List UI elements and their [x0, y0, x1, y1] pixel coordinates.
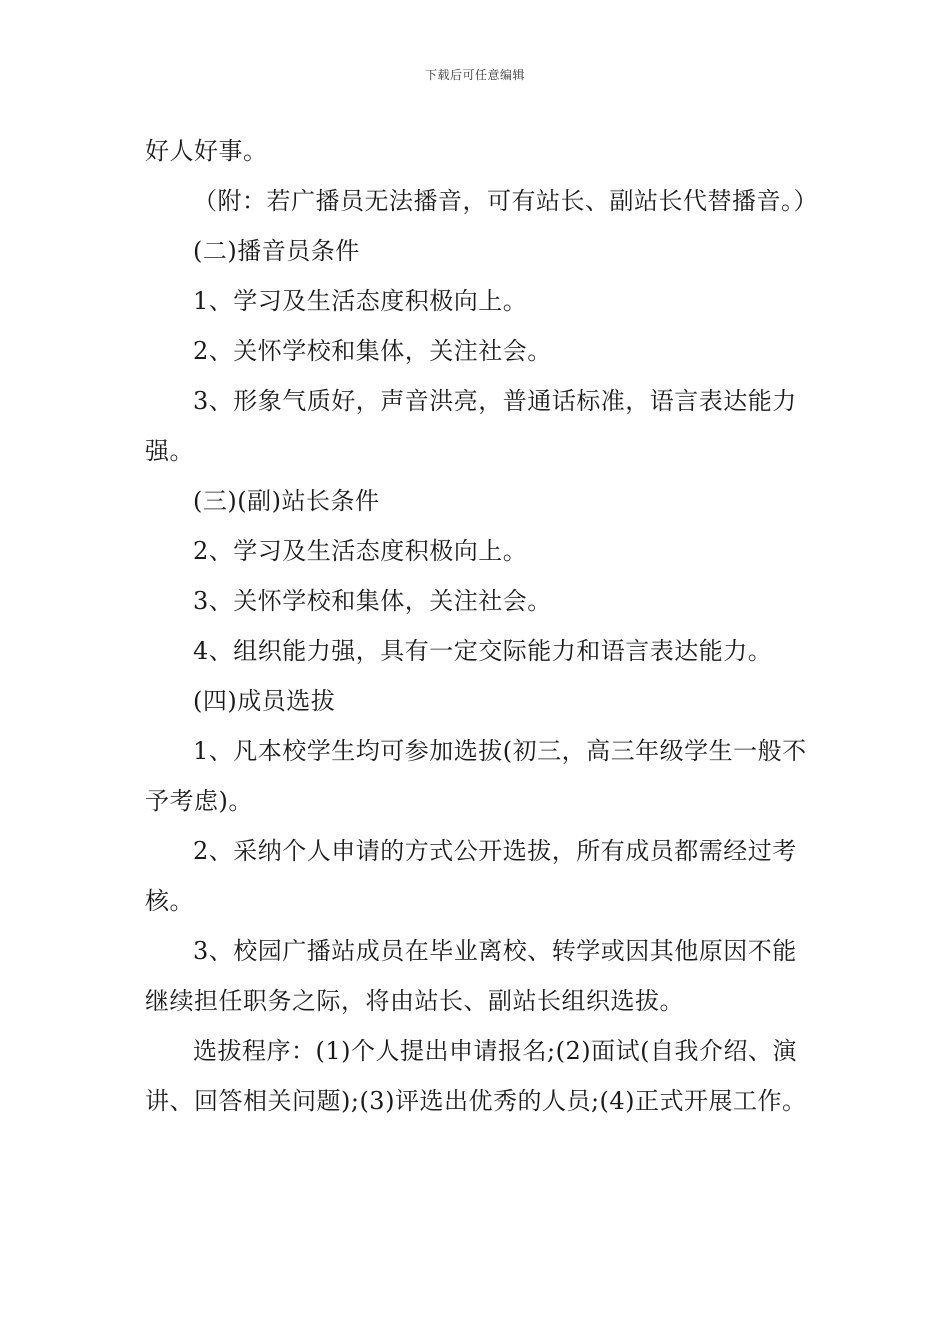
list-item: 2、采纳个人申请的方式公开选拔，所有成员都需经过考核。 [145, 837, 797, 915]
list-item: 3、关怀学校和集体，关注社会。 [193, 587, 552, 615]
list-item: 3、校园广播站成员在毕业离校、转学或因其他原因不能继续担任职务之际，将由站长、副站长组织选拔。 [145, 937, 797, 1015]
section-heading: (四)成员选拔 [193, 687, 336, 715]
document-body [145, 126, 818, 1126]
paragraph: 好人好事。 [145, 137, 268, 165]
list-item: 4、组织能力强，具有一定交际能力和语言表达能力。 [193, 637, 773, 665]
paragraph: （附：若广播员无法播音，可有站长、副站长代替播音。） [193, 187, 818, 215]
list-item: 2、学习及生活态度积极向上。 [193, 537, 528, 565]
paragraph: 选拔程序：(1)个人提出申请报名;(2)面试(自我介绍、演讲、回答相关问题);(3)评选出优秀的人员;(4)正式开展工作。 [145, 1037, 807, 1115]
list-item: 3、形象气质好，声音洪亮，普通话标准，语言表达能力强。 [145, 387, 797, 465]
page-header: 下载后可任意编辑 [424, 68, 525, 82]
section-heading: (二)播音员条件 [193, 237, 360, 265]
section-heading: (三)(副)站长条件 [193, 487, 380, 515]
list-item: 1、凡本校学生均可参加选拔(初三，高三年级学生一般不予考虑)。 [145, 737, 807, 815]
list-item: 2、关怀学校和集体，关注社会。 [193, 337, 552, 365]
list-item: 1、学习及生活态度积极向上。 [193, 287, 528, 315]
